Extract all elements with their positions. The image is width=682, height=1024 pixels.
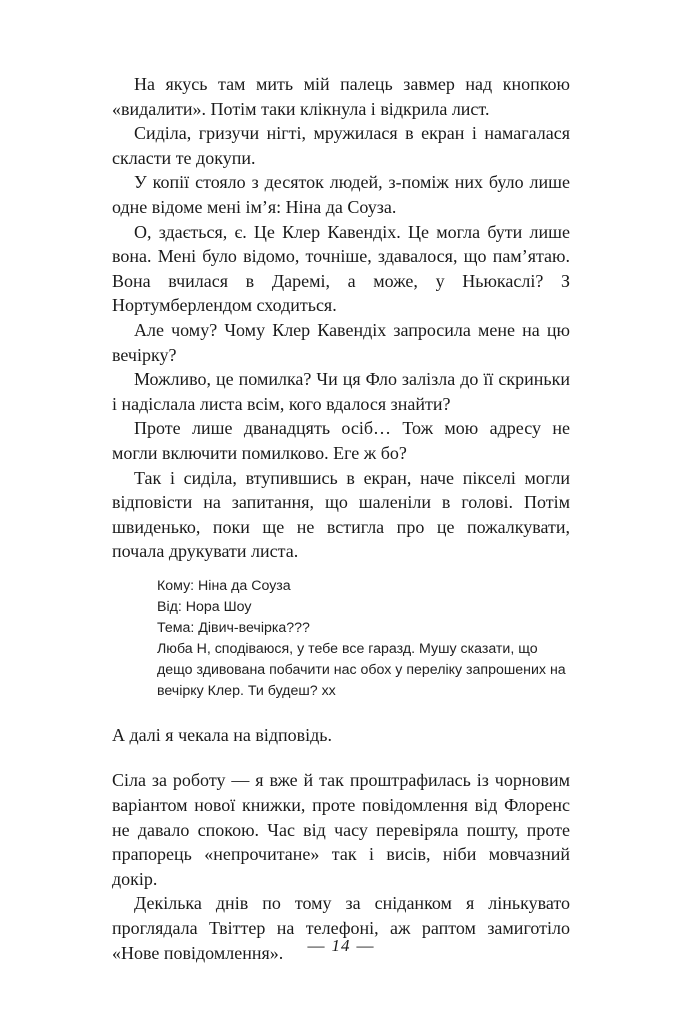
page-number-dash-left: — bbox=[307, 936, 326, 955]
page-number bbox=[0, 936, 682, 956]
email-from: Від: Нора Шоу bbox=[157, 598, 252, 615]
paragraph: Проте лише дванадцять осіб… Тож мою адресу не могли включити помилково. Еге ж бо? bbox=[112, 418, 570, 463]
paragraph: Декілька днів по тому за сніданком я лінькувато проглядала Твіттер на телефоні, аж раптом замиготіло «Нове повідомлення». bbox=[112, 893, 570, 963]
paragraph: Так і сиділа, втупившись в екран, наче пікселі могли відповісти на запитання, що шаленіли в голові. Потім швиденько, поки ще не встигла про це пожалкувати, почала друкувати листа. bbox=[112, 467, 570, 562]
book-page bbox=[112, 72, 570, 965]
email-subject: Тема: Дівич-вечірка??? bbox=[157, 619, 310, 636]
email-body: Люба Н, сподіваюся, у тебе все гаразд. Мушу сказати, що дещо здивована побачити нас обох у переліку запрошених на вечірку Клер. Ти будеш? xx bbox=[157, 640, 566, 699]
email-to: Кому: Ніна да Соуза bbox=[157, 577, 291, 594]
paragraph: Сіла за роботу — я вже й так проштрафилась із чорновим варіантом нової книжки, проте повідомлення від Флоренс не давало спокою. Час від часу перевіряла пошту, проте прапорець «непрочитане» так і висів, ніби мовчазний докір. bbox=[112, 770, 570, 889]
paragraph: У копії стояло з десяток людей, з-поміж них було лише одне відоме мені ім’я: Ніна да Соуза. bbox=[112, 172, 570, 217]
paragraph: Сиділа, гризучи нігті, мружилася в екран і намагалася скласти те докупи. bbox=[112, 123, 570, 168]
paragraph: На якусь там мить мій палець завмер над кнопкою «видалити». Потім таки клікнула і відкрила лист. bbox=[112, 74, 570, 119]
page-number-dash-right: — bbox=[356, 936, 375, 955]
paragraph: А далі я чекала на відповідь. bbox=[112, 724, 332, 745]
paragraph: О, здається, є. Це Клер Кавендіх. Це могла бути лише вона. Мені було відомо, точніше, здавалося, що пам’ятаю. Вона вчилася в Даремі, а може, у Ньюкаслі? З Нортумберлендом сходиться. bbox=[112, 221, 570, 316]
email-draft bbox=[157, 576, 570, 702]
paragraph: Але чому? Чому Клер Кавендіх запросила мене на цю вечірку? bbox=[112, 319, 570, 365]
page-number-value: 14 bbox=[331, 936, 351, 955]
paragraph: Можливо, це помилка? Чи ця Фло залізла до її скриньки і надіслала листа всім, кого вдалося знайти? bbox=[112, 369, 570, 414]
